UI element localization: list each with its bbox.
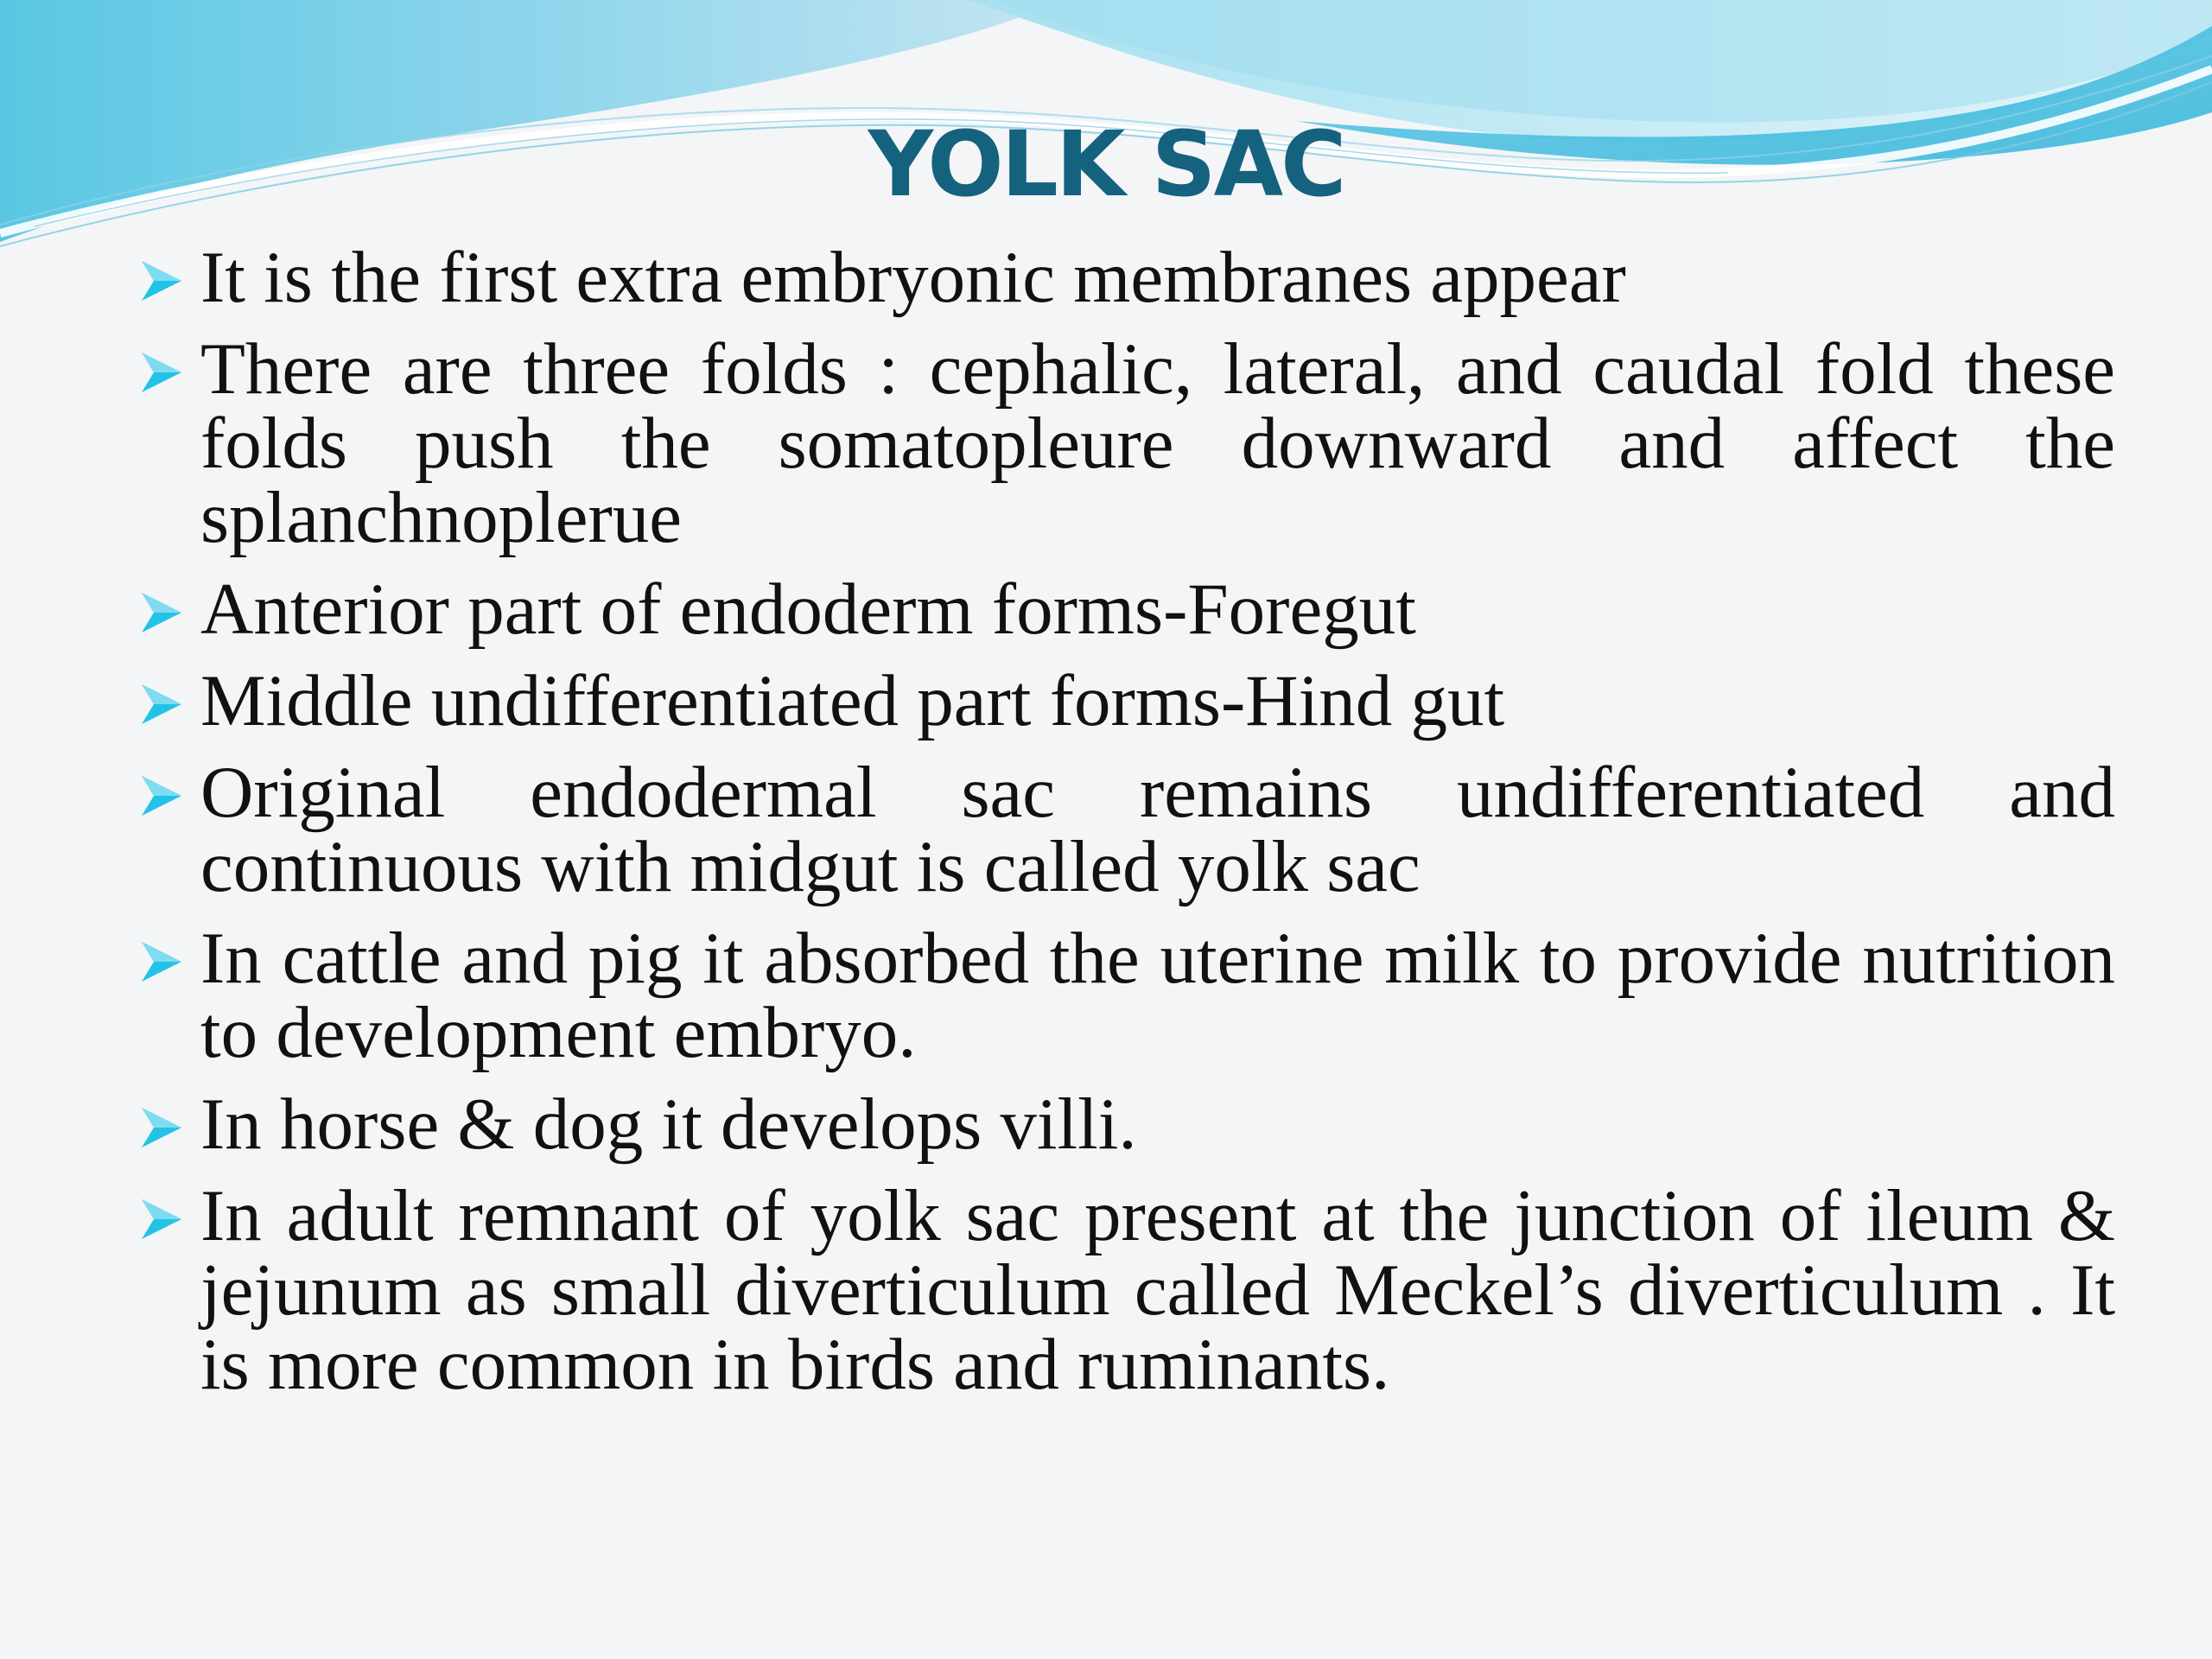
list-item xyxy=(138,1175,2115,1405)
list-item xyxy=(138,237,2115,318)
list-item xyxy=(138,752,2115,907)
list-item xyxy=(138,328,2115,558)
arrowhead-bullet-icon xyxy=(138,681,185,728)
arrowhead-bullet-icon xyxy=(138,1104,185,1151)
arrowhead-bullet-icon xyxy=(138,938,185,985)
arrowhead-bullet-icon xyxy=(138,1196,185,1243)
list-item xyxy=(138,1084,2115,1165)
list-item xyxy=(138,918,2115,1073)
arrowhead-bullet-icon xyxy=(138,349,185,396)
slide-title: YOLK SAC xyxy=(868,111,1344,217)
arrowhead-bullet-icon xyxy=(138,257,185,304)
bullet-list xyxy=(138,237,2115,1419)
bullet-text: Original endodermal sac remains undifferentiated and continuous with midgut is called yolk sac xyxy=(200,752,2115,907)
bullet-text: There are three folds : cephalic, lateral, and caudal fold these folds push the somatopleure downward and affect the splanchnoplerue xyxy=(200,328,2115,558)
arrowhead-bullet-icon xyxy=(138,589,185,636)
bullet-text: In adult remnant of yolk sac present at the junction of ileum & jejunum as small diverticulum called Meckel’s diverticulum . It is more common in birds and ruminants. xyxy=(200,1175,2115,1405)
bullet-text: It is the first extra embryonic membranes appear xyxy=(200,237,1626,318)
arrowhead-bullet-icon xyxy=(138,772,185,819)
bullet-text: Middle undifferentiated part forms-Hind gut xyxy=(200,660,1505,741)
bullet-text: Anterior part of endoderm forms-Foregut xyxy=(200,569,1416,650)
bullet-text: In cattle and pig it absorbed the uterine milk to provide nutrition to development embryo. xyxy=(200,918,2115,1073)
list-item xyxy=(138,569,2115,650)
list-item xyxy=(138,660,2115,741)
bullet-text: In horse & dog it develops villi. xyxy=(200,1084,1137,1165)
